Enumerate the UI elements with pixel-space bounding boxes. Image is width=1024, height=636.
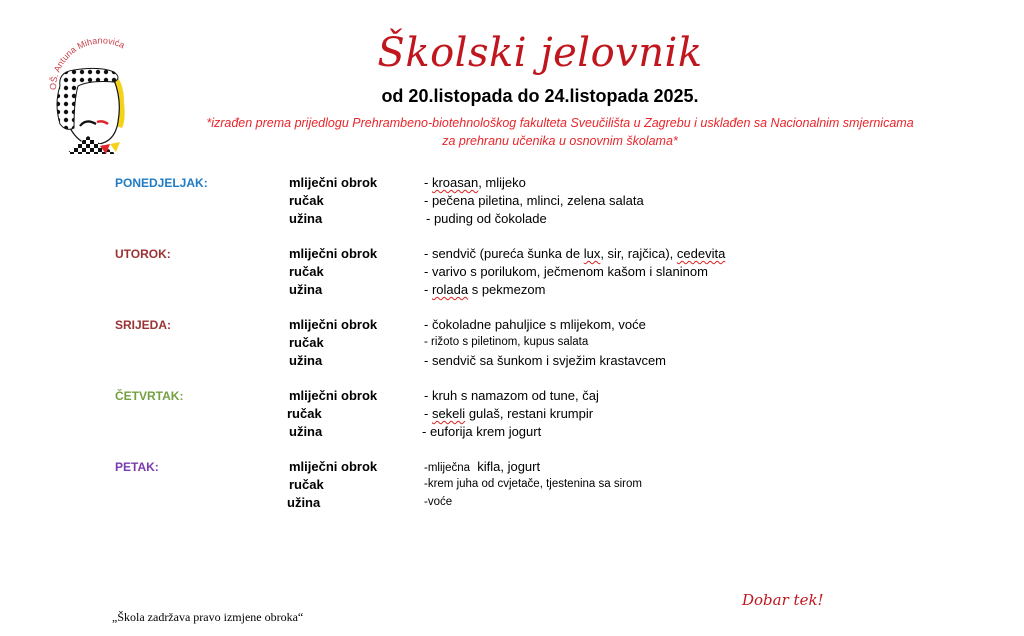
meal-label: užina	[289, 211, 323, 226]
day-utorak: UTOROK:	[115, 247, 171, 261]
day-petak: PETAK:	[115, 460, 159, 474]
dish-text: , sir, rajčica),	[600, 246, 677, 261]
school-logo-illustration	[30, 20, 140, 160]
dish-text: kifla, jogurt	[470, 459, 541, 474]
dish-prefix: -	[424, 406, 432, 421]
dish-text: pečena piletina, mlinci, zelena salata	[431, 193, 644, 208]
logo-text: OŠ. Antuna Mihanovića	[47, 35, 127, 91]
dish-text-flagged: lux	[583, 246, 601, 261]
source-note	[150, 114, 970, 150]
dish-item: -voće	[424, 496, 453, 508]
dish-text: , mlijeko	[478, 175, 526, 190]
meal-label: ručak	[287, 406, 322, 421]
dish-prefix: -	[426, 211, 434, 226]
meal-label: mliječni obrok	[289, 246, 378, 261]
school-logo	[30, 20, 140, 160]
meal-label: užina	[287, 495, 321, 510]
dish-item	[424, 459, 540, 474]
dish-text: s pekmezom	[468, 282, 546, 297]
dish-item: - sendvič sa šunkom i svježim krastavcem	[424, 353, 667, 368]
dish-text-flagged: rolada	[431, 282, 469, 297]
dish-item: -krem juha od cvjetače, tjestenina sa sirom	[424, 478, 642, 490]
meal-label: mliječni obrok	[289, 317, 378, 332]
meal-label: ručak	[289, 335, 324, 350]
date-range: od 20.listopada do 24.listopada 2025.	[381, 86, 699, 106]
meal-label: mliječni obrok	[289, 459, 378, 474]
dish-item: - rižoto s piletinom, kupus salata	[424, 336, 589, 348]
meal-label: ručak	[289, 477, 324, 492]
dish-item	[424, 282, 545, 297]
meal-label: užina	[289, 282, 323, 297]
page-title: Školski jelovnik	[377, 30, 703, 76]
day-cetvrtak: ČETVRTAK:	[115, 389, 184, 403]
meal-label: mliječni obrok	[289, 175, 378, 190]
meal-label: užina	[289, 353, 323, 368]
dish-text: puding od čokolade	[433, 211, 547, 226]
dish-text-flagged: kroasan	[431, 175, 479, 190]
dish-item	[426, 211, 547, 226]
dish-text-flagged: sekeli	[431, 406, 466, 421]
footer-note: „Škola zadržava pravo izmjene obroka“	[112, 610, 304, 624]
source-note-line-1: *izrađen prema prijedlogu Prehrambeno-biotehnološkog fakulteta Sveučilišta u Zagrebu i usklađen sa Nacionalnim smjernicama	[206, 116, 914, 130]
day-ponedjeljak: PONEDJELJAK:	[115, 176, 208, 190]
meal-label: ručak	[289, 264, 324, 279]
source-note-line-2: za prehranu učenika u osnovnim školama*	[442, 134, 678, 148]
dish-prefix: -	[424, 193, 432, 208]
day-srijeda: SRIJEDA:	[115, 318, 172, 332]
dish-item	[424, 406, 593, 421]
dish-item: - čokoladne pahuljice s mlijekom, voće	[424, 317, 646, 332]
dish-item: - euforija krem jogurt	[422, 424, 542, 439]
dish-item	[424, 246, 725, 261]
dish-item	[424, 175, 526, 190]
dish-item: - varivo s porilukom, ječmenom kašom i slaninom	[424, 264, 708, 279]
meal-label: mliječni obrok	[289, 388, 378, 403]
dish-text: - sendvič (pureća šunka de	[424, 246, 584, 261]
dish-item: - kruh s namazom od tune, čaj	[424, 388, 599, 403]
dish-item	[424, 193, 644, 208]
meal-label: užina	[289, 424, 323, 439]
meal-label: ručak	[289, 193, 324, 208]
closing-greeting: Dobar tek!	[742, 591, 824, 609]
dish-text-flagged: cedevita	[676, 246, 726, 261]
dish-prefix: -	[424, 175, 432, 190]
dish-text: gulaš, restani krumpir	[465, 406, 594, 421]
dish-prefix: -	[424, 282, 432, 297]
dish-text: -mliječna	[424, 462, 471, 474]
